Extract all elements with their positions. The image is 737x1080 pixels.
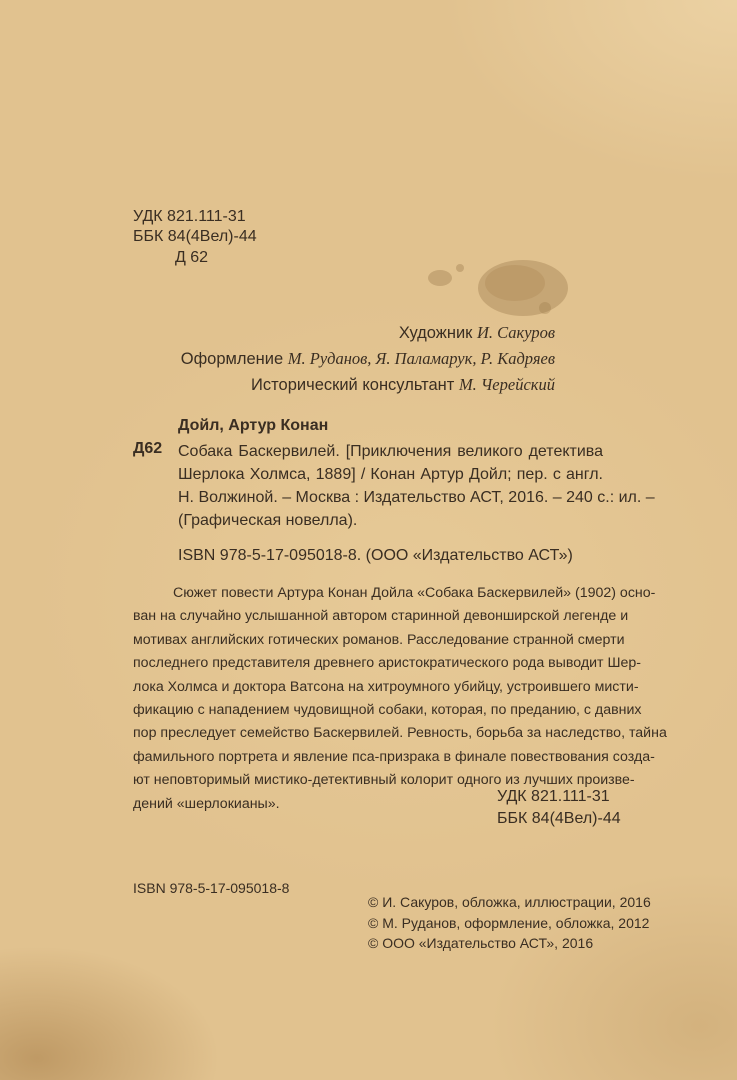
credit-artist-role: Художник — [398, 324, 477, 342]
catalog-code: Д62 — [133, 440, 163, 457]
author-mark-top: Д 62 — [175, 249, 209, 266]
copyright-line: © М. Руданов, оформление, обложка, 2012 — [368, 915, 650, 931]
abstract-line: лока Холмса и доктора Ватсона на хитроумного убийцу, устроившего мисти- — [133, 678, 639, 695]
catalog-isbn: ISBN 978-5-17-095018-8. (ООО «Издательство АСТ») — [178, 547, 573, 564]
abstract-line: последнего представителя древнего аристократического рода выводит Шер- — [133, 655, 641, 672]
isbn-bottom: ISBN 978-5-17-095018-8 — [133, 880, 290, 896]
credit-artist — [399, 323, 555, 343]
catalog-author: Дойл, Артур Конан — [178, 417, 329, 434]
abstract-paragraph — [133, 582, 667, 816]
abstract-line: ван на случайно услышанной автором старинной девонширской легенде и — [133, 608, 629, 625]
copyright-line: © ООО «Издательство АСТ», 2016 — [368, 935, 594, 951]
abstract-line: ют неповторимый мистико-детективный колорит одного из лучших произве- — [133, 772, 635, 789]
credit-consultant-names: М. Черейский — [458, 375, 555, 394]
udk-code-bottom: УДК 821.111-31 — [497, 788, 610, 805]
catalog-entry — [133, 440, 655, 532]
catalog-line: (Графическая новелла). — [178, 512, 358, 529]
udk-code-top: УДК 821.111-31 — [133, 208, 246, 225]
copyright-line: © И. Сакуров, обложка, иллюстрации, 2016 — [368, 894, 651, 910]
credit-consultant-role: Исторический консультант — [251, 376, 459, 394]
abstract-line: пор преследует семейство Баскервилей. Ревность, борьба за наследство, тайна — [133, 725, 667, 742]
catalog-line: Шерлока Холмса, 1889] / Конан Артур Дойл; пер. с англ. — [178, 466, 603, 483]
catalog-line: Собака Баскервилей. [Приключения великого детектива — [178, 443, 603, 460]
abstract-line: Сюжет повести Артура Конан Дойла «Собака Баскервилей» (1902) осно- — [173, 585, 656, 601]
abstract-line: мотивах английских готических романов. Расследование странной смерти — [133, 631, 625, 648]
abstract-line: фамильного портрета и явление пса-призрака в финале повествования созда- — [133, 748, 655, 765]
credit-consultant — [251, 375, 555, 395]
credit-design-names: М. Руданов, Я. Паламарук, Р. Кадряев — [287, 349, 555, 368]
ink-stain-decoration — [415, 248, 575, 328]
abstract-line: фикацию с нападением чудовищной собаки, которая, по преданию, с давних — [133, 702, 642, 719]
catalog-line: Н. Волжиной. – Москва : Издательство АСТ, 2016. – 240 с.: ил. – — [178, 489, 655, 506]
bbk-code-top: ББК 84(4Вел)-44 — [133, 228, 257, 245]
bbk-code-bottom: ББК 84(4Вел)-44 — [497, 810, 621, 827]
credit-design-role: Оформление — [180, 350, 288, 368]
credit-artist-names: И. Сакуров — [476, 323, 555, 342]
credit-design — [181, 349, 555, 369]
abstract-line: дений «шерлокианы». — [133, 795, 280, 812]
